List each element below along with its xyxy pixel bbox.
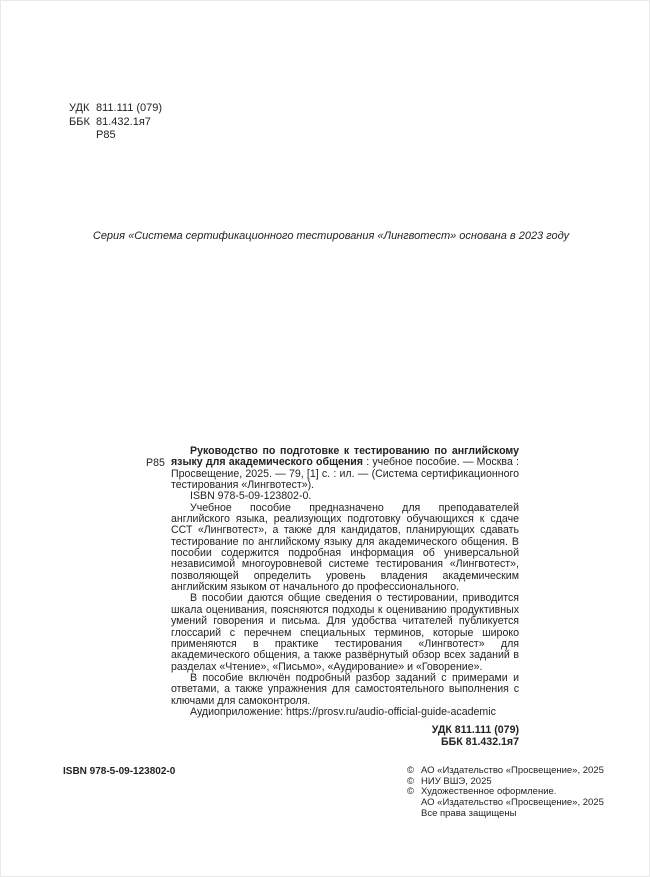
udk-label: УДК	[69, 102, 90, 114]
copyright-line	[407, 809, 604, 820]
udk-value: 811.111 (079)	[96, 102, 163, 114]
author-sign-row	[96, 129, 162, 143]
copyright-text: Художественное оформление.	[421, 786, 557, 798]
audio-app-line	[171, 707, 519, 718]
audio-app-label: Аудиоприложение:	[190, 705, 284, 718]
isbn-line: ISBN 978-5-09-123802-0.	[190, 490, 312, 503]
copyright-symbol	[407, 809, 421, 820]
udk-footer: УДК 811.111 (079)	[431, 724, 519, 737]
bbk-value: 81.432.1я7	[96, 115, 151, 128]
classification-codes-footer	[171, 725, 519, 749]
copyright-block	[407, 766, 604, 820]
copyright-text: АО «Издательство «Просвещение», 2025	[421, 797, 604, 809]
card-author-sign: Р85	[146, 457, 165, 469]
imprint-details: : учебное пособие. — Москва : Просвещение, 2025. — 79, [1] с. : ил. — (Система сертификационного тестирования «Лингвотест»).	[171, 456, 519, 492]
udk-row	[69, 102, 162, 116]
audio-app-url: https://prosv.ru/audio-official-guide-academic	[286, 705, 496, 718]
copyright-text: Все права защищены	[421, 807, 517, 819]
footer-isbn: ISBN 978-5-09-123802-0	[63, 766, 176, 777]
classification-codes	[69, 102, 162, 143]
catalog-card	[146, 446, 519, 749]
copyright-symbol: ©	[407, 786, 414, 798]
copyright-text: НИУ ВШЭ, 2025	[421, 775, 492, 787]
copyright-text: АО «Издательство «Просвещение», 2025	[421, 765, 604, 776]
bbk-label: ББК	[69, 115, 90, 128]
series-note: Серия «Система сертификационного тестирования «Лингвотест» основана в 2023 году	[92, 230, 570, 242]
bbk-row	[69, 116, 162, 130]
annotation-paragraph-2: В пособии даются общие сведения о тестировании, приводится шкала оценивания, поясняются подходы к оцениванию продуктивных умений говорения и письма. Для удобства читателей публикуется глоссарий с перечнем специальных терминов, которые широко применяются в практике тестирования «Лингвотест» для академического общения, а также развёрнутый обзор всех заданий в разделах «Чтение», «Письмо», «Аудирование» и «Говорение».	[171, 592, 519, 673]
bbk-footer: ББК 81.432.1я7	[441, 736, 519, 749]
bibliographic-description	[171, 446, 519, 491]
annotation-paragraph-3: В пособие включён подробный разбор заданий с примерами и ответами, а также упражнения для самостоятельного выполнения с ключами для самоконтроля.	[171, 671, 519, 707]
copyright-symbol	[407, 798, 421, 809]
author-sign: Р85	[96, 129, 116, 141]
copyright-symbol: ©	[407, 765, 414, 776]
book-title: Руководство по подготовке к тестированию по английскому языку для академического общения	[171, 445, 519, 469]
annotation-paragraph-1: Учебное пособие предназначено для преподавателей английского языка, реализующих подготовку обучающихся к сдаче ССТ «Лингвотест», а также для кандидатов, планирующих сдавать тестирование по английскому языку для академического общения. В пособии содержится подробная информация об универсальной независимой многоуровневой системе тестирования «Лингвотест», позволяющей определить уровень владения академическим английским языком от начального до профессионального.	[171, 501, 519, 594]
copyright-symbol: ©	[407, 775, 414, 787]
